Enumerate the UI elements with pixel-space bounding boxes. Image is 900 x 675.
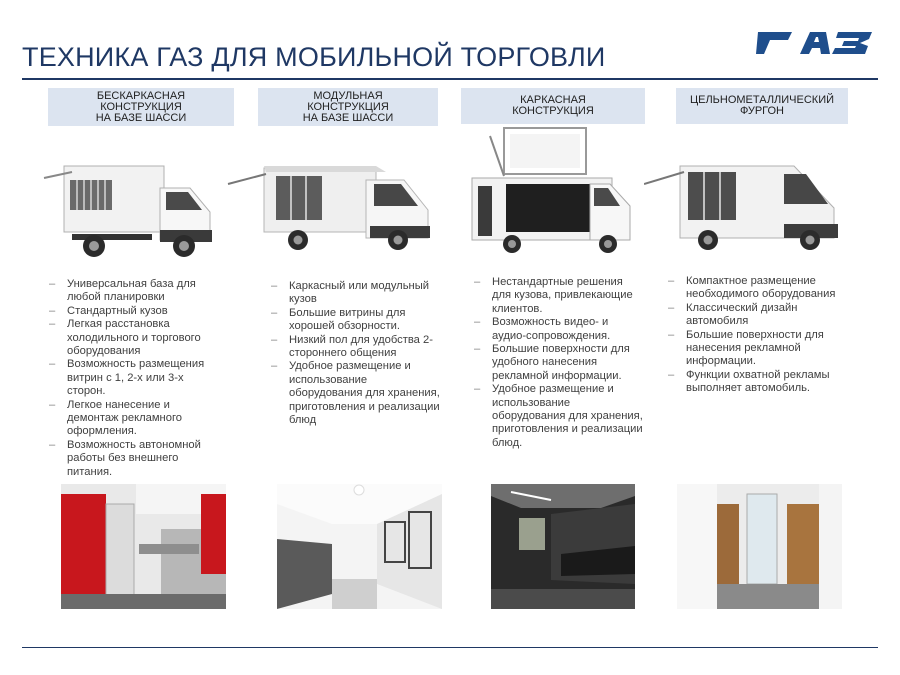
interior-photo-van [677, 484, 842, 609]
list-item: – Легкое нанесение и демонтаж рекламного оформления. [49, 399, 224, 439]
truck-modular-image [226, 158, 436, 258]
slide-title: ТЕХНИКА ГАЗ ДЛЯ МОБИЛЬНОЙ ТОРГОВЛИ [22, 42, 606, 72]
feature-list-frame [474, 276, 644, 450]
list-item: – Низкий пол для удобства 2-стороннего общения [271, 334, 441, 361]
list-item: – Функции охватной рекламы выполняет автомобиль. [668, 369, 846, 396]
list-item: – Большие поверхности для удобного нанесения рекламной информации. [474, 343, 644, 383]
title-rule [22, 78, 878, 80]
footer-rule [22, 647, 878, 648]
interior-photo-modular [277, 484, 442, 609]
column-header-frame: КАРКАСНАЯ КОНСТРУКЦИЯ [461, 88, 645, 124]
list-item: – Возможность видео- и аудио-сопровождения. [474, 316, 644, 343]
van-allmetal-image [644, 158, 844, 258]
list-item: – Удобное размещение и использование оборудования для хранения, приготовления и реализации блюд. [474, 383, 644, 450]
list-item: – Легкая расстановка холодильного и торгового оборудования [49, 318, 224, 358]
list-item: – Универсальная база для любой планировки [49, 278, 224, 305]
column-header-frameless: БЕСКАРКАСНАЯ КОНСТРУКЦИЯ НА БАЗЕ ШАССИ [48, 88, 234, 126]
feature-list-modular [271, 280, 441, 427]
feature-list-van [668, 275, 846, 396]
list-item: – Большие витрины для хорошей обзорности. [271, 307, 441, 334]
list-item: – Удобное размещение и использование оборудования для хранения, приготовления и реализации блюд [271, 360, 441, 427]
list-item: – Возможность размещения витрин с 1, 2-х или 3-х сторон. [49, 358, 224, 398]
interior-photo-frameless [61, 484, 226, 609]
list-item: – Каркасный или модульный кузов [271, 280, 441, 307]
list-item: – Нестандартные решения для кузова, привлекающие клиентов. [474, 276, 644, 316]
column-header-van: ЦЕЛЬНОМЕТАЛЛИЧЕСКИЙ ФУРГОН [676, 88, 848, 124]
truck-frame-image [470, 126, 635, 262]
column-header-modular: МОДУЛЬНАЯ КОНСТРУКЦИЯ НА БАЗЕ ШАССИ [258, 88, 438, 126]
list-item: – Стандартный кузов [49, 305, 224, 318]
list-item: – Большие поверхности для нанесения рекламной информации. [668, 329, 846, 369]
list-item: – Классический дизайн автомобиля [668, 302, 846, 329]
interior-photo-frame [491, 484, 635, 609]
gaz-logo [756, 30, 874, 56]
list-item: – Возможность автономной работы без внешнего питания. [49, 439, 224, 479]
truck-frameless-image [42, 160, 217, 268]
list-item: – Компактное размещение необходимого оборудования [668, 275, 846, 302]
feature-list-frameless [49, 278, 224, 479]
